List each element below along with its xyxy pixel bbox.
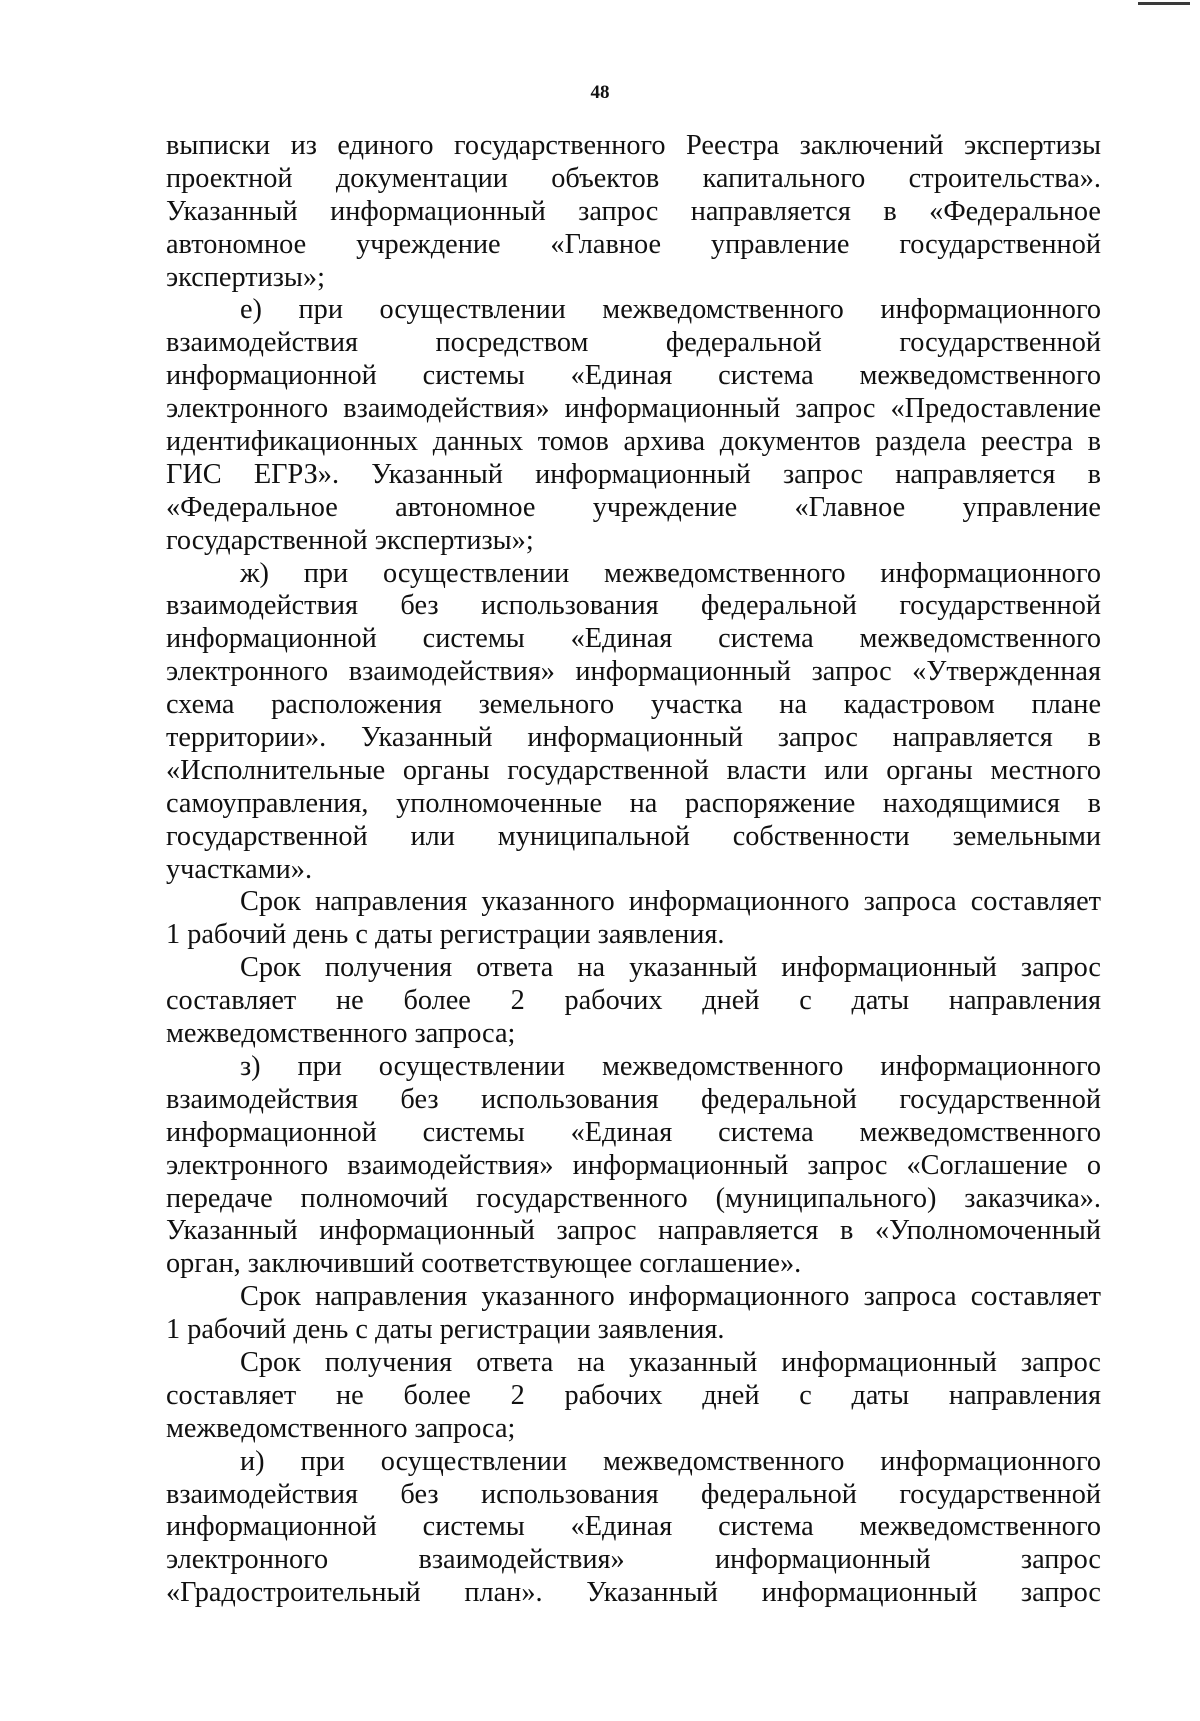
text-line: экспертизы»; bbox=[166, 261, 325, 293]
document-body bbox=[166, 130, 1101, 1610]
text-line: Указанный информационный запрос направляется в «Уполномоченный bbox=[166, 1215, 1101, 1247]
text-line: информационной системы «Единая система межведомственного bbox=[166, 1116, 1101, 1148]
text-line: «Исполнительные органы государственной власти или органы местного bbox=[166, 754, 1101, 786]
text-line: территории». Указанный информационный запрос направляется в bbox=[166, 722, 1101, 754]
text-line: ГИС ЕГРЗ». Указанный информационный запрос направляется в bbox=[166, 458, 1101, 490]
text-line: идентификационных данных томов архива документов раздела реестра в bbox=[166, 426, 1101, 458]
text-line: передаче полномочий государственного (муниципального) заказчика». bbox=[166, 1182, 1101, 1214]
text-line: взаимодействия посредством федеральной государственной bbox=[166, 327, 1101, 359]
text-line: «Градостроительный план». Указанный информационный запрос bbox=[166, 1577, 1101, 1609]
text-line: информационной системы «Единая система межведомственного bbox=[166, 1511, 1101, 1543]
text-line: электронного взаимодействия» информационный запрос bbox=[166, 1544, 1101, 1576]
text-line: схема расположения земельного участка на кадастровом плане bbox=[166, 689, 1101, 721]
scan-edge-mark bbox=[1138, 2, 1190, 5]
text-line: взаимодействия без использования федеральной государственной bbox=[166, 590, 1101, 622]
text-line: Указанный информационный запрос направляется в «Федеральное bbox=[166, 195, 1101, 227]
text-line: межведомственного запроса; bbox=[166, 1018, 516, 1050]
text-line: составляет не более 2 рабочих дней с даты направления bbox=[166, 1379, 1101, 1411]
text-line: и) при осуществлении межведомственного информационного bbox=[240, 1445, 1101, 1477]
text-line: электронного взаимодействия» информационный запрос «Предоставление bbox=[166, 393, 1101, 425]
text-line: 1 рабочий день с даты регистрации заявления. bbox=[166, 919, 725, 951]
text-line: межведомственного запроса; bbox=[166, 1412, 516, 1444]
text-line: электронного взаимодействия» информационный запрос «Утвержденная bbox=[166, 656, 1101, 688]
text-line: взаимодействия без использования федеральной государственной bbox=[166, 1083, 1101, 1115]
text-line: орган, заключивший соответствующее соглашение». bbox=[166, 1248, 802, 1280]
text-line: автономное учреждение «Главное управление государственной bbox=[166, 228, 1101, 260]
text-line: Срок получения ответа на указанный информационный запрос bbox=[240, 1346, 1101, 1378]
text-line: выписки из единого государственного Реестра заключений экспертизы bbox=[166, 130, 1101, 161]
text-line: информационной системы «Единая система межведомственного bbox=[166, 360, 1101, 392]
text-line: электронного взаимодействия» информационный запрос «Соглашение о bbox=[166, 1149, 1101, 1181]
text-line: проектной документации объектов капитального строительства». bbox=[166, 162, 1101, 194]
text-line: Срок получения ответа на указанный информационный запрос bbox=[240, 952, 1101, 984]
text-line: «Федеральное автономное учреждение «Главное управление bbox=[166, 491, 1101, 523]
text-line: Срок направления указанного информационного запроса составляет bbox=[240, 886, 1101, 918]
text-line: взаимодействия без использования федеральной государственной bbox=[166, 1478, 1101, 1510]
text-line: информационной системы «Единая система межведомственного bbox=[166, 623, 1101, 655]
text-line: государственной или муниципальной собственности земельными bbox=[166, 820, 1101, 852]
text-line: е) при осуществлении межведомственного информационного bbox=[240, 294, 1101, 326]
text-line: самоуправления, уполномоченные на распоряжение находящимися в bbox=[166, 787, 1101, 819]
text-line: составляет не более 2 рабочих дней с даты направления bbox=[166, 985, 1101, 1017]
text-line: участками». bbox=[166, 853, 313, 885]
text-line: 1 рабочий день с даты регистрации заявления. bbox=[166, 1314, 725, 1346]
text-line: государственной экспертизы»; bbox=[166, 524, 534, 556]
text-line: Срок направления указанного информационного запроса составляет bbox=[240, 1281, 1101, 1313]
text-line: з) при осуществлении межведомственного информационного bbox=[240, 1050, 1101, 1082]
page-number: 48 bbox=[590, 82, 610, 103]
text-line: ж) при осуществлении межведомственного информационного bbox=[240, 557, 1101, 589]
